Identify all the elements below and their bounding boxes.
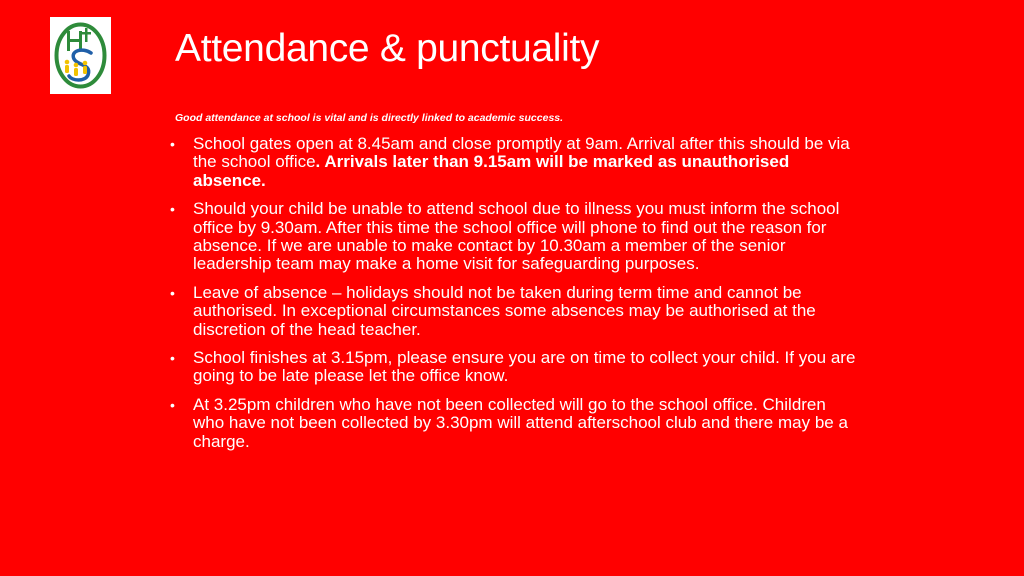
bullet-item-gates [170,135,860,190]
bullet-text-bold: . Arrivals later than 9.15am will be marked as unauthorised absence. [193,152,790,190]
slide-title: Attendance & punctuality [175,27,600,70]
bullet-text: Leave of absence – holidays should not be taken during term time and cannot be authorised. In exceptional circumstances some absences may be authorised at the discretion of the head teacher. [193,282,816,339]
bullet-dot: • [170,350,175,367]
bullet-dot: • [170,136,175,152]
bullet-list [170,135,860,461]
bullet-item-collection [170,396,860,451]
bullet-dot: • [170,284,175,301]
school-crest-icon [52,19,109,92]
school-logo [50,17,111,94]
bullet-item-illness [170,200,860,274]
intro-text: Good attendance at school is vital and is directly linked to academic success. [175,112,564,124]
bullet-dot: • [170,396,175,413]
bullet-text: School gates open at 8.45am and close promptly at 9am. Arrival after this should be via the school office [193,134,850,172]
bullet-text: Should your child be unable to attend school due to illness you must inform the school office by 9.30am. After this time the school office will phone to find out the reason for absence. If we are unable to make contact by 10.30am a member of the senior leadership team may make a home visit for safeguarding purposes. [193,199,840,274]
bullet-item-leave [170,284,860,339]
bullet-text: School finishes at 3.15pm, please ensure you are on time to collect your child. If you are going to be late please let the office know. [193,348,856,386]
bullet-item-finish [170,349,860,386]
bullet-dot: • [170,201,175,218]
bullet-text: At 3.25pm children who have not been collected will go to the school office. Children who have not been collected by 3.30pm will attend afterschool club and there may be a charge. [193,394,848,451]
